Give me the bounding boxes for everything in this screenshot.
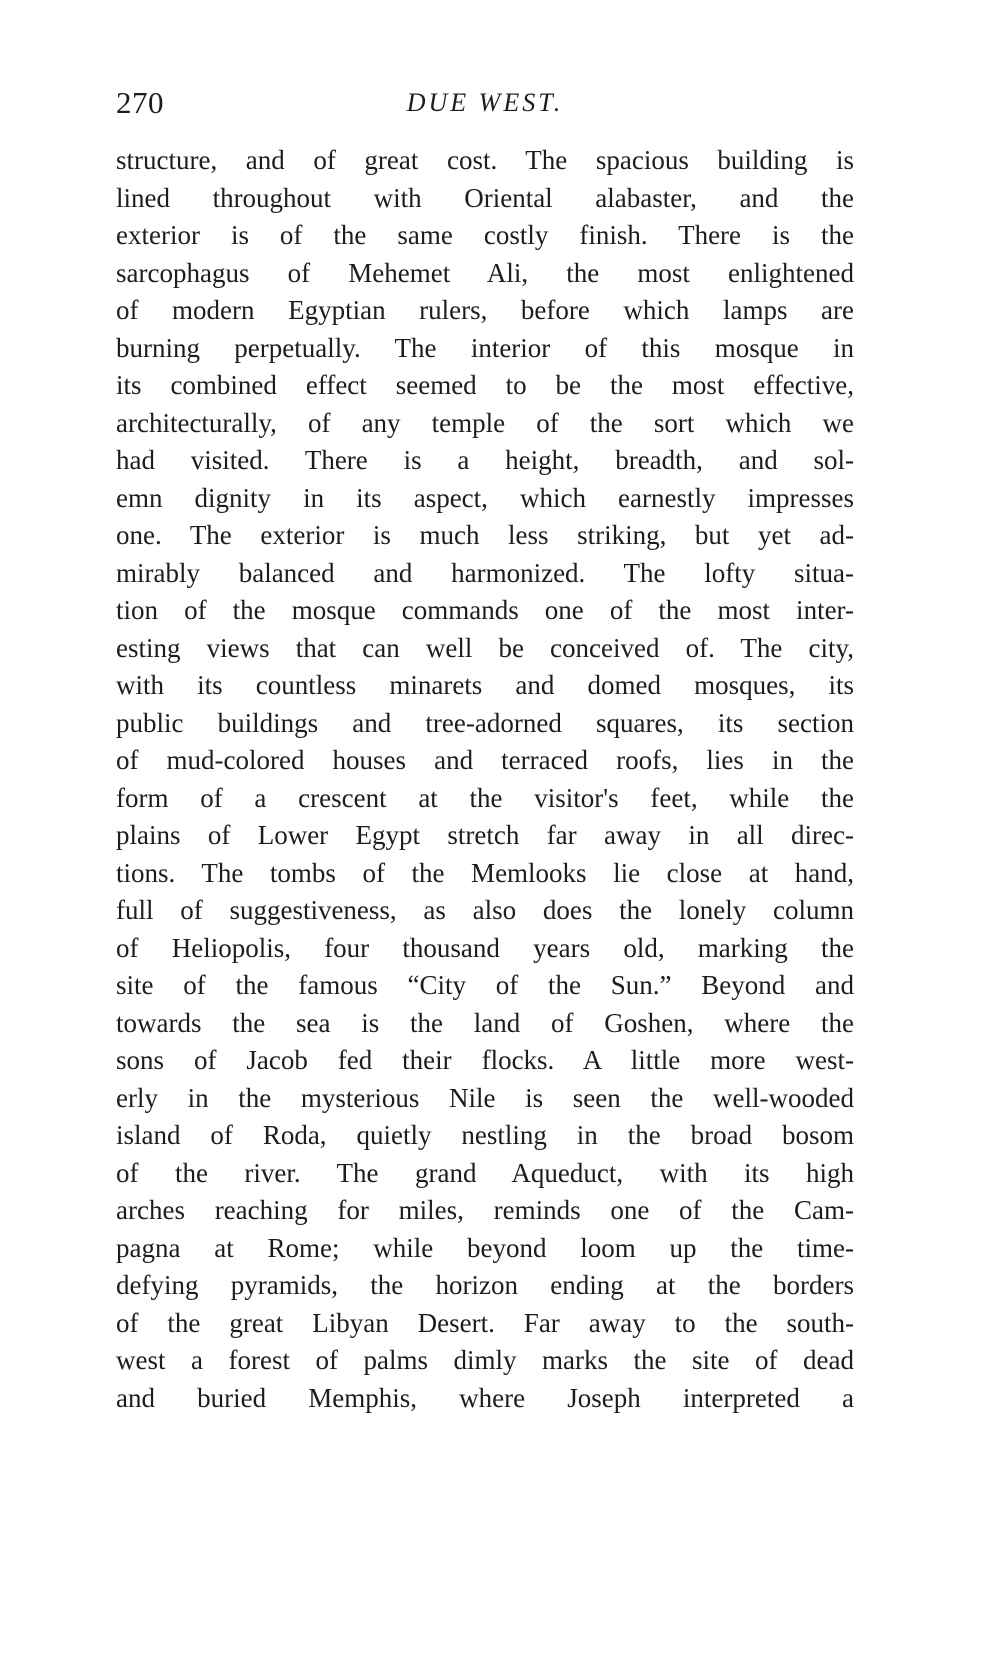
text-line: esting views that can well be conceived of. The city, — [116, 632, 854, 663]
text-line: of the great Libyan Desert. Far away to the south- — [116, 1307, 854, 1338]
text-line: burning perpetually. The interior of this mosque in — [116, 332, 854, 363]
text-line: towards the sea is the land of Goshen, where the — [116, 1007, 854, 1038]
text-line: had visited. There is a height, breadth, and sol- — [116, 445, 854, 475]
text-line: public buildings and tree-adorned squares, its section — [116, 707, 854, 738]
page-number: 270 — [116, 85, 164, 120]
text-line: erly in the mysterious Nile is seen the well-wooded — [116, 1082, 854, 1113]
text-line: architecturally, of any temple of the sort which we — [116, 407, 854, 438]
body-text — [116, 142, 854, 1417]
text-line: of modern Egyptian rulers, before which lamps are — [116, 295, 854, 325]
text-line: lined throughout with Oriental alabaster, and the — [116, 182, 854, 213]
text-line: full of suggestiveness, as also does the lonely column — [116, 895, 854, 925]
text-line: of the river. The grand Aqueduct, with its high — [116, 1157, 854, 1188]
text-line: of mud-colored houses and terraced roofs, lies in the — [116, 745, 854, 775]
text-line: form of a crescent at the visitor's feet, while the — [116, 782, 854, 813]
text-line: tion of the mosque commands one of the most inter- — [116, 595, 854, 625]
text-line: of Heliopolis, four thousand years old, marking the — [116, 932, 854, 963]
text-line: exterior is of the same costly finish. There is the — [116, 220, 854, 250]
text-line: tions. The tombs of the Memlooks lie close at hand, — [116, 857, 854, 888]
text-line: west a forest of palms dimly marks the site of dead — [116, 1345, 854, 1375]
page-header — [116, 78, 854, 128]
text-line: and buried Memphis, where Joseph interpreted a — [116, 1382, 854, 1413]
text-line: sarcophagus of Mehemet Ali, the most enlightened — [116, 257, 854, 288]
text-line: sons of Jacob fed their flocks. A little more west- — [116, 1045, 854, 1075]
text-line: with its countless minarets and domed mosques, its — [116, 670, 854, 700]
text-line: island of Roda, quietly nestling in the broad bosom — [116, 1120, 854, 1150]
text-line: mirably balanced and harmonized. The lofty situa- — [116, 557, 854, 588]
text-line: emn dignity in its aspect, which earnestly impresses — [116, 482, 854, 513]
text-line: defying pyramids, the horizon ending at the borders — [116, 1270, 854, 1300]
text-line: its combined effect seemed to be the most effective, — [116, 370, 854, 400]
text-line: pagna at Rome; while beyond loom up the time- — [116, 1232, 854, 1263]
text-line: structure, and of great cost. The spacious building is — [116, 145, 854, 175]
running-title: DUE WEST. — [406, 88, 564, 117]
text-line: arches reaching for miles, reminds one of the Cam- — [116, 1195, 854, 1225]
text-line: plains of Lower Egypt stretch far away in all direc- — [116, 820, 854, 850]
text-line: site of the famous “City of the Sun.” Beyond and — [116, 970, 854, 1000]
text-line: one. The exterior is much less striking, but yet ad- — [116, 520, 854, 550]
